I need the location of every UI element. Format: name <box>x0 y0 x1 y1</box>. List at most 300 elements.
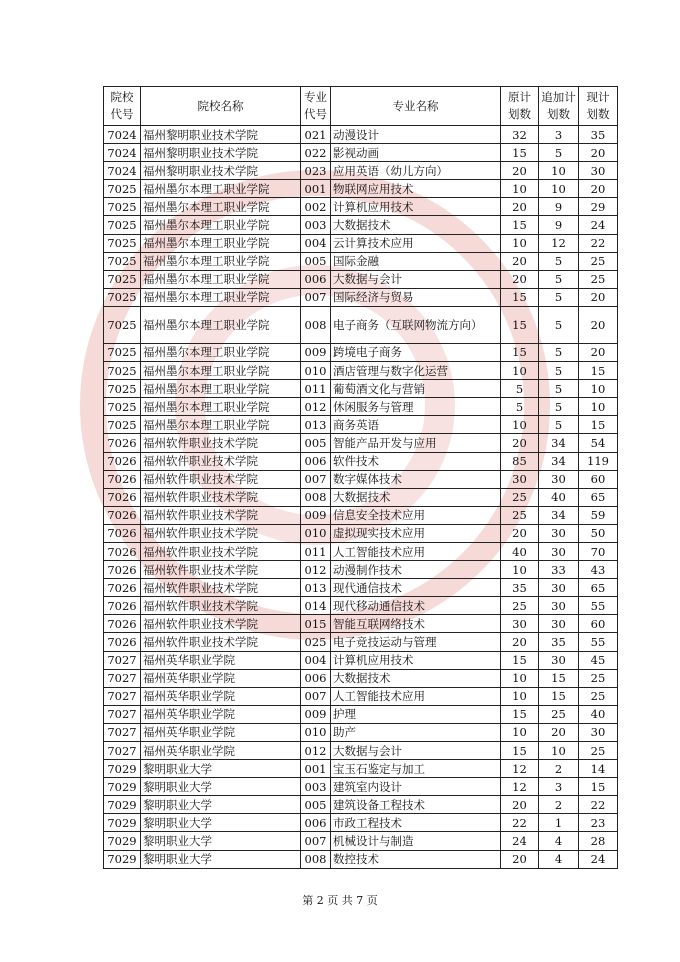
page-footer: 第 2 页 共 7 页 <box>302 894 378 907</box>
cell-school-code: 7026 <box>104 542 141 560</box>
cell-major-name: 大数据与会计 <box>331 742 501 760</box>
cell-school-code: 7027 <box>104 669 141 687</box>
cell-added-plan: 5 <box>539 270 579 288</box>
table-row <box>104 705 618 723</box>
cell-added-plan: 10 <box>539 742 579 760</box>
cell-school-name: 福州黎明职业技术学院 <box>141 126 301 144</box>
cell-original-plan: 30 <box>501 470 539 488</box>
table-row <box>104 398 618 416</box>
cell-school-name: 福州墨尔本理工职业学院 <box>141 270 301 288</box>
cell-major-code: 007 <box>301 687 331 705</box>
cell-original-plan: 20 <box>501 850 539 868</box>
cell-original-plan: 15 <box>501 306 539 343</box>
cell-school-name: 福州墨尔本理工职业学院 <box>141 234 301 252</box>
cell-original-plan: 15 <box>501 343 539 361</box>
cell-school-name: 福州墨尔本理工职业学院 <box>141 380 301 398</box>
cell-major-code: 014 <box>301 597 331 615</box>
cell-school-code: 7025 <box>104 234 141 252</box>
cell-current-plan: 54 <box>579 434 618 452</box>
cell-major-code: 008 <box>301 488 331 506</box>
cell-major-name: 国际金融 <box>331 252 501 270</box>
cell-current-plan: 14 <box>579 760 618 778</box>
cell-current-plan: 43 <box>579 561 618 579</box>
cell-current-plan: 30 <box>579 723 618 741</box>
cell-major-name: 信息安全技术应用 <box>331 506 501 524</box>
cell-added-plan: 3 <box>539 778 579 796</box>
cell-added-plan: 30 <box>539 524 579 542</box>
cell-original-plan: 10 <box>501 416 539 434</box>
header-school-name: 院校名称 <box>141 87 301 126</box>
cell-school-code: 7027 <box>104 705 141 723</box>
table-row <box>104 814 618 832</box>
cell-added-plan: 34 <box>539 452 579 470</box>
cell-school-name: 福州墨尔本理工职业学院 <box>141 180 301 198</box>
header-school-code: 院校代号 <box>104 87 141 126</box>
cell-major-code: 005 <box>301 252 331 270</box>
cell-added-plan: 10 <box>539 162 579 180</box>
cell-school-code: 7026 <box>104 597 141 615</box>
cell-major-name: 物联网应用技术 <box>331 180 501 198</box>
cell-major-name: 大数据技术 <box>331 216 501 234</box>
cell-major-code: 007 <box>301 470 331 488</box>
cell-school-name: 福州软件职业技术学院 <box>141 615 301 633</box>
cell-school-code: 7025 <box>104 216 141 234</box>
table-row <box>104 198 618 216</box>
cell-major-name: 动漫制作技术 <box>331 561 501 579</box>
cell-major-name: 休闲服务与管理 <box>331 398 501 416</box>
cell-current-plan: 20 <box>579 288 618 306</box>
cell-added-plan: 5 <box>539 252 579 270</box>
cell-school-name: 福州软件职业技术学院 <box>141 452 301 470</box>
cell-major-code: 011 <box>301 380 331 398</box>
cell-school-code: 7024 <box>104 126 141 144</box>
cell-school-name: 黎明职业大学 <box>141 796 301 814</box>
cell-school-name: 福州英华职业学院 <box>141 723 301 741</box>
cell-added-plan: 5 <box>539 398 579 416</box>
cell-original-plan: 20 <box>501 633 539 651</box>
cell-current-plan: 28 <box>579 832 618 850</box>
cell-added-plan: 30 <box>539 579 579 597</box>
cell-major-name: 数字媒体技术 <box>331 470 501 488</box>
cell-added-plan: 10 <box>539 180 579 198</box>
table-row <box>104 778 618 796</box>
table-row <box>104 687 618 705</box>
cell-added-plan: 40 <box>539 488 579 506</box>
cell-school-name: 福州软件职业技术学院 <box>141 633 301 651</box>
cell-current-plan: 119 <box>579 452 618 470</box>
cell-school-code: 7025 <box>104 306 141 343</box>
table-row <box>104 216 618 234</box>
cell-major-name: 现代通信技术 <box>331 579 501 597</box>
cell-school-code: 7026 <box>104 561 141 579</box>
cell-school-code: 7026 <box>104 579 141 597</box>
cell-current-plan: 65 <box>579 488 618 506</box>
cell-school-name: 福州墨尔本理工职业学院 <box>141 416 301 434</box>
table-row <box>104 832 618 850</box>
cell-major-name: 应用英语（幼儿方向） <box>331 162 501 180</box>
cell-current-plan: 35 <box>579 126 618 144</box>
cell-added-plan: 9 <box>539 216 579 234</box>
cell-school-code: 7025 <box>104 288 141 306</box>
header-original-plan: 原计划数 <box>501 87 539 126</box>
cell-original-plan: 10 <box>501 561 539 579</box>
cell-major-code: 010 <box>301 723 331 741</box>
cell-added-plan: 25 <box>539 705 579 723</box>
cell-school-code: 7029 <box>104 832 141 850</box>
cell-school-code: 7025 <box>104 252 141 270</box>
table-row <box>104 434 618 452</box>
cell-original-plan: 20 <box>501 252 539 270</box>
cell-school-name: 福州英华职业学院 <box>141 705 301 723</box>
table-row <box>104 506 618 524</box>
cell-school-name: 福州软件职业技术学院 <box>141 579 301 597</box>
cell-original-plan: 85 <box>501 452 539 470</box>
cell-original-plan: 30 <box>501 615 539 633</box>
table-header-row <box>104 87 618 126</box>
cell-school-code: 7027 <box>104 687 141 705</box>
table-row <box>104 380 618 398</box>
cell-school-name: 福州墨尔本理工职业学院 <box>141 306 301 343</box>
cell-school-name: 福州墨尔本理工职业学院 <box>141 216 301 234</box>
table-row <box>104 796 618 814</box>
cell-major-code: 009 <box>301 506 331 524</box>
cell-school-name: 福州墨尔本理工职业学院 <box>141 362 301 380</box>
cell-major-code: 006 <box>301 270 331 288</box>
cell-current-plan: 55 <box>579 633 618 651</box>
cell-major-name: 虚拟现实技术应用 <box>331 524 501 542</box>
cell-major-name: 动漫设计 <box>331 126 501 144</box>
cell-current-plan: 20 <box>579 180 618 198</box>
table-row <box>104 470 618 488</box>
cell-current-plan: 59 <box>579 506 618 524</box>
cell-major-code: 006 <box>301 814 331 832</box>
cell-school-name: 福州软件职业技术学院 <box>141 506 301 524</box>
cell-original-plan: 20 <box>501 198 539 216</box>
cell-school-code: 7024 <box>104 162 141 180</box>
header-current-plan: 现计划数 <box>579 87 618 126</box>
cell-original-plan: 35 <box>501 579 539 597</box>
cell-current-plan: 30 <box>579 162 618 180</box>
cell-original-plan: 25 <box>501 597 539 615</box>
table-row <box>104 651 618 669</box>
cell-major-name: 大数据与会计 <box>331 270 501 288</box>
cell-school-code: 7026 <box>104 434 141 452</box>
cell-school-name: 黎明职业大学 <box>141 814 301 832</box>
cell-school-code: 7026 <box>104 615 141 633</box>
cell-school-code: 7024 <box>104 144 141 162</box>
cell-major-name: 数控技术 <box>331 850 501 868</box>
cell-added-plan: 30 <box>539 615 579 633</box>
cell-school-code: 7026 <box>104 633 141 651</box>
cell-major-name: 现代移动通信技术 <box>331 597 501 615</box>
cell-original-plan: 15 <box>501 742 539 760</box>
cell-major-code: 025 <box>301 633 331 651</box>
table-row <box>104 850 618 868</box>
cell-school-name: 福州软件职业技术学院 <box>141 542 301 560</box>
cell-school-name: 福州软件职业技术学院 <box>141 561 301 579</box>
cell-school-code: 7025 <box>104 180 141 198</box>
cell-current-plan: 60 <box>579 470 618 488</box>
table-row <box>104 288 618 306</box>
cell-current-plan: 15 <box>579 778 618 796</box>
cell-school-name: 福州英华职业学院 <box>141 687 301 705</box>
cell-added-plan: 3 <box>539 126 579 144</box>
cell-school-code: 7026 <box>104 470 141 488</box>
cell-school-code: 7026 <box>104 452 141 470</box>
cell-current-plan: 24 <box>579 850 618 868</box>
cell-original-plan: 15 <box>501 288 539 306</box>
cell-major-name: 大数据技术 <box>331 669 501 687</box>
cell-major-code: 009 <box>301 343 331 361</box>
cell-original-plan: 20 <box>501 270 539 288</box>
table-row <box>104 362 618 380</box>
cell-major-code: 004 <box>301 651 331 669</box>
table-row <box>104 597 618 615</box>
cell-current-plan: 10 <box>579 380 618 398</box>
cell-original-plan: 5 <box>501 398 539 416</box>
cell-added-plan: 12 <box>539 234 579 252</box>
cell-school-code: 7029 <box>104 778 141 796</box>
cell-added-plan: 4 <box>539 850 579 868</box>
table-row <box>104 162 618 180</box>
table-row <box>104 452 618 470</box>
cell-major-code: 001 <box>301 180 331 198</box>
cell-major-name: 市政工程技术 <box>331 814 501 832</box>
cell-added-plan: 33 <box>539 561 579 579</box>
cell-school-name: 黎明职业大学 <box>141 850 301 868</box>
cell-added-plan: 2 <box>539 760 579 778</box>
cell-major-code: 008 <box>301 306 331 343</box>
cell-added-plan: 15 <box>539 687 579 705</box>
cell-current-plan: 20 <box>579 343 618 361</box>
cell-added-plan: 15 <box>539 669 579 687</box>
cell-original-plan: 10 <box>501 362 539 380</box>
cell-current-plan: 45 <box>579 651 618 669</box>
cell-school-name: 福州墨尔本理工职业学院 <box>141 288 301 306</box>
cell-current-plan: 55 <box>579 597 618 615</box>
cell-major-name: 人工智能技术应用 <box>331 542 501 560</box>
table-row <box>104 343 618 361</box>
table-row <box>104 416 618 434</box>
cell-major-name: 电子商务（互联网物流方向） <box>331 306 501 343</box>
cell-major-code: 021 <box>301 126 331 144</box>
cell-major-name: 机械设计与制造 <box>331 832 501 850</box>
cell-current-plan: 60 <box>579 615 618 633</box>
cell-added-plan: 5 <box>539 380 579 398</box>
cell-added-plan: 5 <box>539 416 579 434</box>
table-row <box>104 234 618 252</box>
cell-major-name: 跨境电子商务 <box>331 343 501 361</box>
cell-original-plan: 22 <box>501 814 539 832</box>
cell-major-code: 002 <box>301 198 331 216</box>
cell-original-plan: 10 <box>501 180 539 198</box>
table-row <box>104 306 618 343</box>
cell-major-name: 计算机应用技术 <box>331 651 501 669</box>
cell-original-plan: 20 <box>501 434 539 452</box>
cell-major-code: 022 <box>301 144 331 162</box>
cell-school-code: 7026 <box>104 488 141 506</box>
cell-added-plan: 2 <box>539 796 579 814</box>
cell-original-plan: 15 <box>501 651 539 669</box>
cell-added-plan: 5 <box>539 144 579 162</box>
cell-school-name: 福州墨尔本理工职业学院 <box>141 252 301 270</box>
cell-school-code: 7025 <box>104 380 141 398</box>
cell-original-plan: 24 <box>501 832 539 850</box>
cell-major-name: 建筑室内设计 <box>331 778 501 796</box>
table-row <box>104 633 618 651</box>
table-row <box>104 542 618 560</box>
cell-school-name: 福州墨尔本理工职业学院 <box>141 198 301 216</box>
cell-school-name: 福州软件职业技术学院 <box>141 524 301 542</box>
cell-school-code: 7027 <box>104 723 141 741</box>
cell-major-code: 012 <box>301 742 331 760</box>
cell-original-plan: 5 <box>501 380 539 398</box>
cell-current-plan: 20 <box>579 144 618 162</box>
cell-original-plan: 15 <box>501 144 539 162</box>
cell-school-code: 7027 <box>104 651 141 669</box>
cell-school-name: 福州黎明职业技术学院 <box>141 162 301 180</box>
cell-major-name: 商务英语 <box>331 416 501 434</box>
table-row <box>104 723 618 741</box>
cell-school-code: 7026 <box>104 524 141 542</box>
cell-current-plan: 29 <box>579 198 618 216</box>
cell-major-code: 011 <box>301 542 331 560</box>
cell-major-code: 006 <box>301 669 331 687</box>
cell-school-name: 福州墨尔本理工职业学院 <box>141 398 301 416</box>
cell-added-plan: 30 <box>539 470 579 488</box>
cell-major-name: 国际经济与贸易 <box>331 288 501 306</box>
table-row <box>104 126 618 144</box>
cell-school-name: 福州软件职业技术学院 <box>141 434 301 452</box>
cell-major-code: 013 <box>301 579 331 597</box>
header-major-name: 专业名称 <box>331 87 501 126</box>
cell-major-code: 012 <box>301 561 331 579</box>
cell-added-plan: 35 <box>539 633 579 651</box>
cell-added-plan: 9 <box>539 198 579 216</box>
table-row <box>104 180 618 198</box>
cell-current-plan: 22 <box>579 796 618 814</box>
cell-school-name: 福州英华职业学院 <box>141 669 301 687</box>
cell-major-code: 007 <box>301 288 331 306</box>
cell-added-plan: 30 <box>539 542 579 560</box>
cell-major-code: 008 <box>301 850 331 868</box>
cell-original-plan: 20 <box>501 162 539 180</box>
enrollment-plan-table <box>103 86 618 869</box>
cell-school-code: 7026 <box>104 506 141 524</box>
cell-major-code: 013 <box>301 416 331 434</box>
cell-current-plan: 25 <box>579 687 618 705</box>
header-major-code: 专业代号 <box>301 87 331 126</box>
cell-added-plan: 5 <box>539 288 579 306</box>
cell-major-code: 006 <box>301 452 331 470</box>
cell-added-plan: 5 <box>539 362 579 380</box>
cell-school-code: 7029 <box>104 814 141 832</box>
table-row <box>104 488 618 506</box>
cell-added-plan: 30 <box>539 597 579 615</box>
cell-original-plan: 40 <box>501 542 539 560</box>
cell-original-plan: 15 <box>501 705 539 723</box>
cell-major-code: 001 <box>301 760 331 778</box>
cell-school-code: 7025 <box>104 362 141 380</box>
cell-major-code: 007 <box>301 832 331 850</box>
cell-added-plan: 30 <box>539 651 579 669</box>
cell-school-name: 福州软件职业技术学院 <box>141 470 301 488</box>
cell-major-code: 005 <box>301 434 331 452</box>
cell-major-name: 软件技术 <box>331 452 501 470</box>
table-row <box>104 524 618 542</box>
cell-major-code: 004 <box>301 234 331 252</box>
cell-school-code: 7025 <box>104 398 141 416</box>
cell-current-plan: 15 <box>579 416 618 434</box>
table-row <box>104 144 618 162</box>
cell-school-name: 福州英华职业学院 <box>141 742 301 760</box>
cell-major-name: 计算机应用技术 <box>331 198 501 216</box>
cell-major-name: 护理 <box>331 705 501 723</box>
cell-original-plan: 10 <box>501 669 539 687</box>
cell-added-plan: 5 <box>539 343 579 361</box>
cell-major-code: 010 <box>301 524 331 542</box>
cell-added-plan: 34 <box>539 506 579 524</box>
cell-major-name: 云计算技术应用 <box>331 234 501 252</box>
cell-school-code: 7025 <box>104 270 141 288</box>
cell-school-name: 黎明职业大学 <box>141 760 301 778</box>
cell-added-plan: 5 <box>539 306 579 343</box>
cell-original-plan: 32 <box>501 126 539 144</box>
cell-school-code: 7025 <box>104 343 141 361</box>
cell-current-plan: 23 <box>579 814 618 832</box>
cell-school-code: 7029 <box>104 760 141 778</box>
cell-current-plan: 70 <box>579 542 618 560</box>
cell-original-plan: 12 <box>501 760 539 778</box>
cell-major-code: 010 <box>301 362 331 380</box>
cell-current-plan: 25 <box>579 669 618 687</box>
cell-added-plan: 1 <box>539 814 579 832</box>
cell-school-name: 黎明职业大学 <box>141 832 301 850</box>
cell-major-name: 智能互联网络技术 <box>331 615 501 633</box>
cell-current-plan: 25 <box>579 742 618 760</box>
cell-school-name: 黎明职业大学 <box>141 778 301 796</box>
cell-current-plan: 40 <box>579 705 618 723</box>
cell-major-name: 影视动画 <box>331 144 501 162</box>
cell-current-plan: 25 <box>579 252 618 270</box>
cell-current-plan: 65 <box>579 579 618 597</box>
cell-added-plan: 34 <box>539 434 579 452</box>
cell-original-plan: 12 <box>501 778 539 796</box>
cell-major-code: 012 <box>301 398 331 416</box>
cell-major-code: 015 <box>301 615 331 633</box>
cell-current-plan: 22 <box>579 234 618 252</box>
cell-added-plan: 20 <box>539 723 579 741</box>
table-row <box>104 669 618 687</box>
cell-major-name: 电子竞技运动与管理 <box>331 633 501 651</box>
cell-original-plan: 10 <box>501 723 539 741</box>
cell-major-code: 023 <box>301 162 331 180</box>
cell-school-name: 福州墨尔本理工职业学院 <box>141 343 301 361</box>
cell-major-name: 酒店管理与数字化运营 <box>331 362 501 380</box>
cell-school-code: 7027 <box>104 742 141 760</box>
table-row <box>104 760 618 778</box>
cell-school-name: 福州软件职业技术学院 <box>141 597 301 615</box>
cell-original-plan: 10 <box>501 234 539 252</box>
cell-school-code: 7029 <box>104 850 141 868</box>
table-row <box>104 252 618 270</box>
cell-original-plan: 20 <box>501 524 539 542</box>
cell-major-name: 大数据技术 <box>331 488 501 506</box>
cell-school-name: 福州英华职业学院 <box>141 651 301 669</box>
header-added-plan: 追加计划数 <box>539 87 579 126</box>
cell-major-name: 宝玉石鉴定与加工 <box>331 760 501 778</box>
table-row <box>104 270 618 288</box>
